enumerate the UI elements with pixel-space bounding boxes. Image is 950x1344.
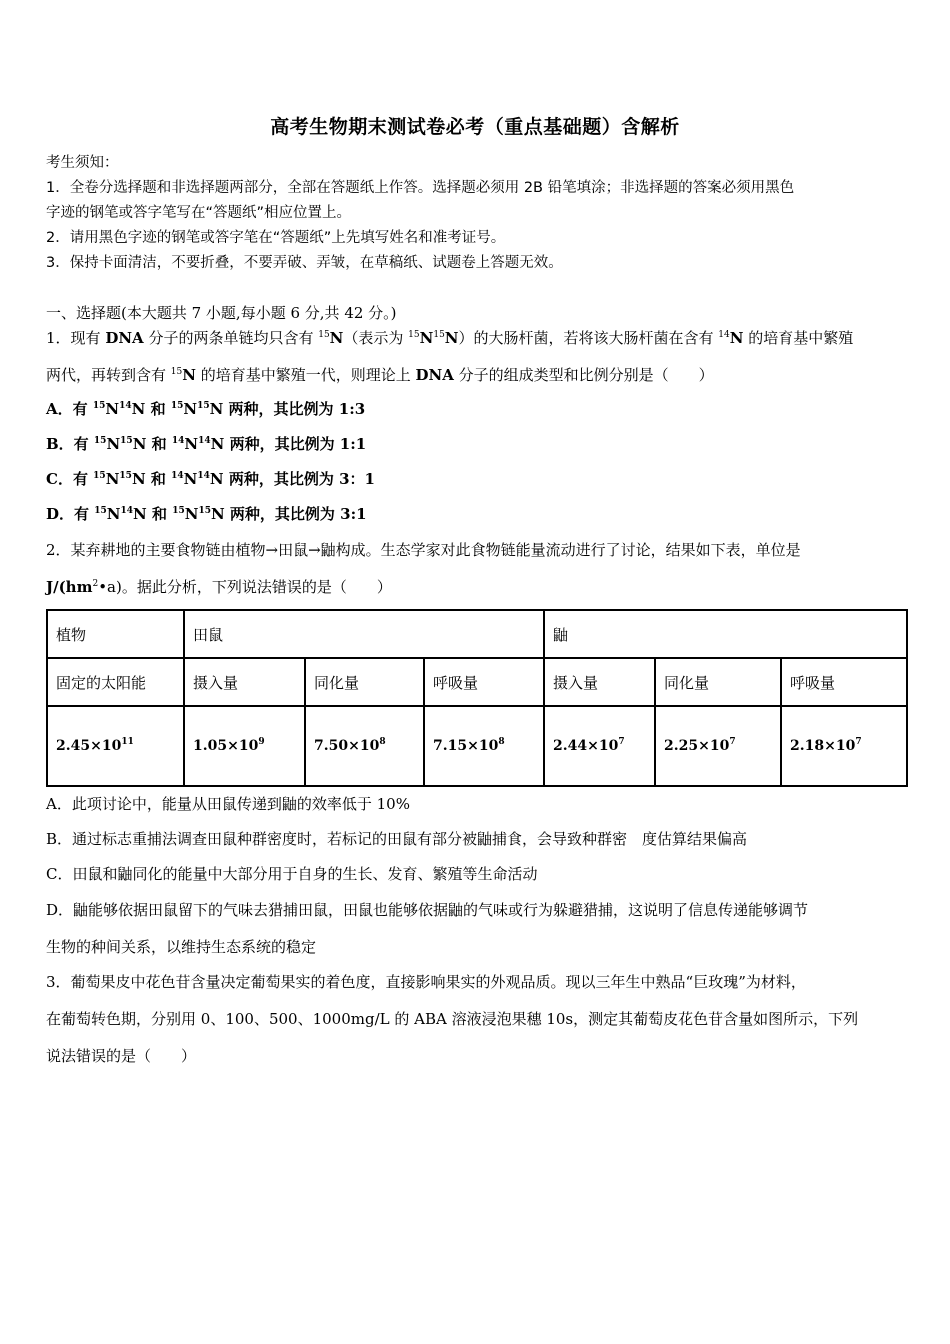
subheader-cell: 摄入量 xyxy=(184,658,305,706)
header-weasel: 鼬 xyxy=(544,610,907,658)
value-cell: $2.45\times 10^{11}$ xyxy=(47,706,184,786)
q1-stem-line1: 1．现有 DNA 分子的两条单链均只含有 $^{15}$N（表示为 $^{15}N^{15}N$）的大肠杆菌，若将该大肠杆菌在含有 $^{14}$N 的培育基中繁殖 xyxy=(46,329,854,347)
q3-stem-line1: 3．葡萄果皮中花色苷含量决定葡萄果实的着色度，直接影响果实的外观品质。现以三年生中熟品“巨玫瑰”为材料， xyxy=(46,973,806,991)
value-cell: $1.05\times 10^9$ xyxy=(184,706,305,786)
table-subheader-row xyxy=(47,658,907,706)
q2-option-b[interactable]: B．通过标志重捕法调查田鼠种群密度时，若标记的田鼠有部分被鼬捕食，会导致种群密 度估算结果偏高 xyxy=(46,830,748,848)
q1-stem-line2: 两代，再转到含有 $^{15}$N 的培育基中繁殖一代，则理论上 DNA 分子的组成类型和比例分别是（ ） xyxy=(46,366,714,384)
subheader-cell: 同化量 xyxy=(305,658,424,706)
page-title: 高考生物期末测试卷必考（重点基础题）含解析 xyxy=(270,116,680,138)
subheader-cell: 摄入量 xyxy=(544,658,655,706)
notice-item-2: 2．请用黑色字迹的钢笔或答字笔在“答题纸”上先填写姓名和准考证号。 xyxy=(46,230,506,246)
notice-item-1: 1．全卷分选择题和非选择题两部分，全部在答题纸上作答。选择题必须用 2B 铅笔填涂；非选择题的答案必须用黑色 xyxy=(46,180,795,196)
energy-flow-table xyxy=(46,609,908,787)
q3-stem-line2: 在葡萄转色期，分别用 0、100、500、1000mg/L 的 ABA 溶液浸泡果穗 10s，测定其葡萄皮花色苷含量如图所示，下列 xyxy=(46,1010,859,1028)
header-vole: 田鼠 xyxy=(184,610,544,658)
subheader-cell: 呼吸量 xyxy=(424,658,544,706)
notice-heading: 考生须知： xyxy=(46,155,119,171)
section-heading: 一、选择题(本大题共 7 小题,每小题 6 分,共 42 分。) xyxy=(46,304,397,322)
header-plant: 植物 xyxy=(47,610,184,658)
q2-stem-line1: 2．某弃耕地的主要食物链由植物→田鼠→鼬构成。生态学家对此食物链能量流动进行了讨论，结果如下表，单位是 xyxy=(46,541,801,559)
value-cell: $2.25\times 10^7$ xyxy=(655,706,781,786)
notice-item-3: 3．保持卡面清洁，不要折叠，不要弄破、弄皱，在草稿纸、试题卷上答题无效。 xyxy=(46,255,563,271)
notice-item-1-cont: 字迹的钢笔或答字笔写在“答题纸”相应位置上。 xyxy=(46,205,352,221)
table-header-row xyxy=(47,610,907,658)
subheader-cell: 同化量 xyxy=(655,658,781,706)
value-cell: $2.18\times 10^7$ xyxy=(781,706,907,786)
q1-option-a[interactable]: A．有 $^{15}N^{14}N$ 和 $^{15}N^{15}N$ 两种，其比例为 1:3 xyxy=(46,400,366,418)
q3-stem-line3: 说法错误的是（ ） xyxy=(46,1047,197,1065)
q2-option-d[interactable]: D．鼬能够依据田鼠留下的气味去猎捕田鼠，田鼠也能够依据鼬的气味或行为躲避猎捕，这说明了信息传递能够调节 xyxy=(46,901,809,919)
value-cell: $2.44\times 10^7$ xyxy=(544,706,655,786)
value-cell: $7.15\times 10^8$ xyxy=(424,706,544,786)
q2-option-a[interactable]: A．此项讨论中，能量从田鼠传递到鼬的效率低于 10% xyxy=(46,795,410,813)
q1-option-b[interactable]: B．有 $^{15}N^{15}N$ 和 $^{14}N^{14}N$ 两种，其比例为 1:1 xyxy=(46,435,367,453)
q1-option-c[interactable]: C．有 $^{15}N^{15}N$ 和 $^{14}N^{14}N$ 两种，其比例为 3：1 xyxy=(46,470,375,488)
subheader-cell: 呼吸量 xyxy=(781,658,907,706)
q2-stem-line2: $J/(hm^2•a)$。据此分析，下列说法错误的是（ ） xyxy=(46,578,392,596)
subheader-cell: 固定的太阳能 xyxy=(47,658,184,706)
q2-option-c[interactable]: C．田鼠和鼬同化的能量中大部分用于自身的生长、发育、繁殖等生命活动 xyxy=(46,865,538,883)
value-cell: $7.50\times 10^8$ xyxy=(305,706,424,786)
q1-option-d[interactable]: D．有 $^{15}N^{14}N$ 和 $^{15}N^{15}N$ 两种，其比例为 3:1 xyxy=(46,505,367,523)
q2-option-d-cont: 生物的种间关系，以维持生态系统的稳定 xyxy=(46,938,317,956)
table-value-row xyxy=(47,706,907,786)
